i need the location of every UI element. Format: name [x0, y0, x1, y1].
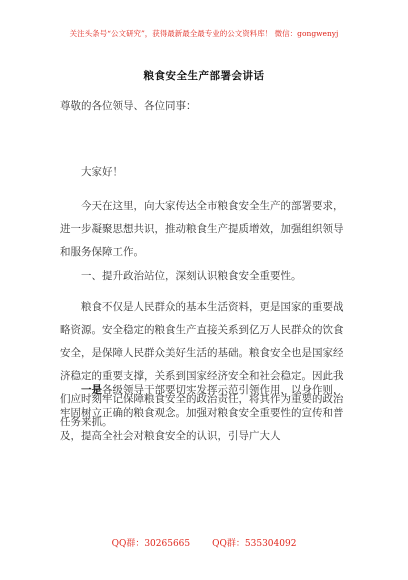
section-heading: 一、提升政治站位，深刻认识粮食安全重要性。 — [81, 270, 302, 282]
document-title: 粮食安全生产部署会讲话 — [143, 70, 265, 82]
footer-qq-right: QQ群：535304092 — [212, 539, 297, 549]
salutation: 尊敬的各位领导、各位同事： — [60, 100, 197, 112]
point-lead: 一是 — [81, 384, 102, 396]
point-body: 各级领导干部要切实发挥示范引领作用，以身作则，牢固树立正确的粮食观念。加强对粮食安全重要性的宣传和普及，提高全社会对粮食安全的认识，引导广大人 — [60, 384, 344, 442]
footer-qq-left: QQ群：30265665 — [111, 539, 191, 549]
paragraph-intro: 今天在这里，向大家传达全市粮食安全生产的部署要求，进一步凝聚思想共识，推动粮食生产提质增效，加强组织领导和服务保障工作。 — [60, 200, 344, 258]
paragraph-body: 粮食不仅是人民群众的基本生活资料，更是国家的重要战略资源。安全稳定的粮食生产直接关系到亿万人民群众的饮食安全，是保障人民群众美好生活的基础。粮食安全也是国家经济稳定的重要支撑，关系到国家经济安全和社会稳定。因此我们应时刻牢记保障粮食安全的政治责任，将其作为重要的政治任务来抓。 — [60, 301, 344, 428]
greeting: 大家好！ — [81, 166, 123, 178]
header-banner: 关注头条号“公文研究”，获得最新最全最专业的公文资料库！ 微信：gongwenyj — [69, 29, 339, 38]
paragraph-point — [60, 379, 352, 448]
footer — [0, 536, 408, 549]
